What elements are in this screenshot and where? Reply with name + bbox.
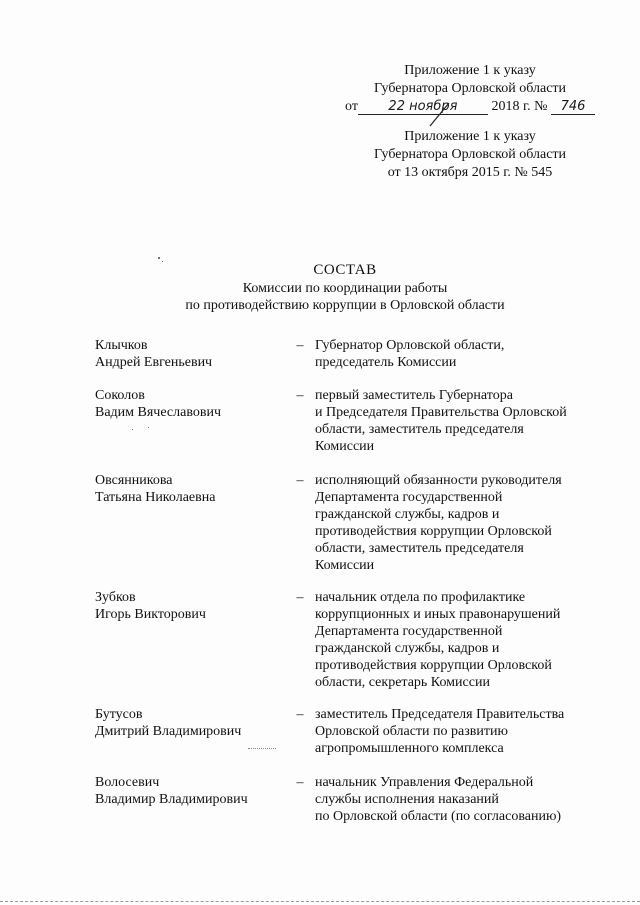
member-dash: –	[296, 338, 304, 353]
role-line: противодействия коррупции Орловской	[315, 524, 552, 539]
member-surname: Зубков	[95, 590, 136, 605]
title-main: СОСТАВ	[313, 262, 377, 278]
title-line2: Комиссии по координации работы	[242, 281, 448, 296]
old-header-line2: Губернатора Орловской области	[373, 147, 567, 162]
scan-bottom-edge	[0, 901, 640, 903]
old-header-line3: от 13 октября 2015 г. № 545	[387, 165, 553, 180]
role-line: начальник Управления Федеральной	[315, 775, 534, 790]
member-given-name: Владимир Владимирович	[95, 792, 248, 807]
member-name	[95, 589, 285, 623]
member-dash: –	[296, 707, 304, 722]
member-given-name: Вадим Вячеславович	[95, 405, 221, 420]
role-line: по Орловской области (по согласованию)	[315, 809, 562, 824]
member-given-name: Андрей Евгеньевич	[95, 355, 213, 370]
member-role	[315, 589, 600, 691]
role-line: области, заместитель председателя	[315, 422, 524, 437]
appendix-header-new	[340, 62, 600, 116]
old-header-line1: Приложение 1 к указу	[404, 129, 536, 144]
member-role	[315, 706, 600, 757]
member-role	[315, 337, 600, 371]
member-name	[95, 387, 285, 421]
member-dash: –	[296, 590, 304, 605]
pen-stroke-mark	[427, 102, 451, 128]
member-role	[315, 387, 600, 455]
role-line: области, заместитель председателя	[315, 541, 524, 556]
member-dash: –	[296, 473, 304, 488]
role-line: Комиссии	[315, 558, 375, 573]
member-given-name: Дмитрий Владимирович	[95, 724, 242, 739]
member-dash: –	[296, 388, 304, 403]
role-line: Департамента государственной	[315, 490, 503, 505]
role-line: Губернатор Орловской области,	[315, 338, 505, 353]
role-line: Департамента государственной	[315, 624, 503, 639]
role-line: противодействия коррупции Орловской	[315, 658, 552, 673]
handwritten-date-text: 22 ноября	[388, 99, 458, 114]
role-line: Орловской области по развитию	[315, 724, 508, 739]
handwritten-number-text: 746	[560, 99, 586, 114]
scan-speck	[132, 429, 133, 430]
role-line: области, секретарь Комиссии	[315, 675, 490, 690]
role-line: гражданской службы, кадров и	[315, 507, 500, 522]
member-surname: Волосевич	[95, 775, 160, 790]
role-line: начальник отдела по профилактике	[315, 590, 526, 605]
role-line: Комиссии	[315, 439, 375, 454]
role-line: агропромышленного комплекса	[315, 741, 504, 756]
role-line: первый заместитель Губернатора	[315, 388, 513, 403]
document-title	[100, 262, 590, 314]
role-line: и Председателя Правительства Орловской	[315, 405, 567, 420]
role-line: гражданской службы, кадров и	[315, 641, 500, 656]
role-line: исполняющий обязанности руководителя	[315, 473, 562, 488]
scan-dots	[248, 748, 276, 750]
member-role	[315, 472, 600, 574]
title-line3: по противодействию коррупции в Орловской области	[185, 298, 505, 313]
year-and-number-label: 2018 г. №	[491, 99, 548, 114]
member-given-name: Игорь Викторович	[95, 607, 206, 622]
member-name	[95, 774, 285, 808]
member-surname: Бутусов	[95, 707, 143, 722]
member-surname: Клычков	[95, 338, 148, 353]
handwritten-number	[551, 100, 595, 115]
member-surname: Овсянникова	[95, 473, 173, 488]
member-given-name: Татьяна Николаевна	[95, 490, 216, 505]
member-surname: Соколов	[95, 388, 145, 403]
member-name	[95, 472, 285, 506]
role-line: заместитель Председателя Правительства	[315, 707, 565, 722]
appendix-header-line1: Приложение 1 к указу	[404, 63, 536, 78]
role-line: председатель Комиссии	[315, 355, 457, 370]
member-dash: –	[296, 775, 304, 790]
appendix-header-date-line	[340, 98, 600, 116]
handwritten-date	[358, 100, 488, 115]
member-name	[95, 706, 285, 740]
appendix-header-line2: Губернатора Орловской области	[373, 81, 567, 96]
role-line: службы исполнения наказаний	[315, 792, 499, 807]
role-line: коррупционных и иных правонарушений	[315, 607, 561, 622]
member-name	[95, 337, 285, 371]
member-role	[315, 774, 600, 825]
appendix-header-old	[340, 128, 600, 182]
scan-speck	[158, 257, 160, 259]
from-prefix: от	[345, 99, 358, 114]
scan-speck	[148, 427, 149, 428]
